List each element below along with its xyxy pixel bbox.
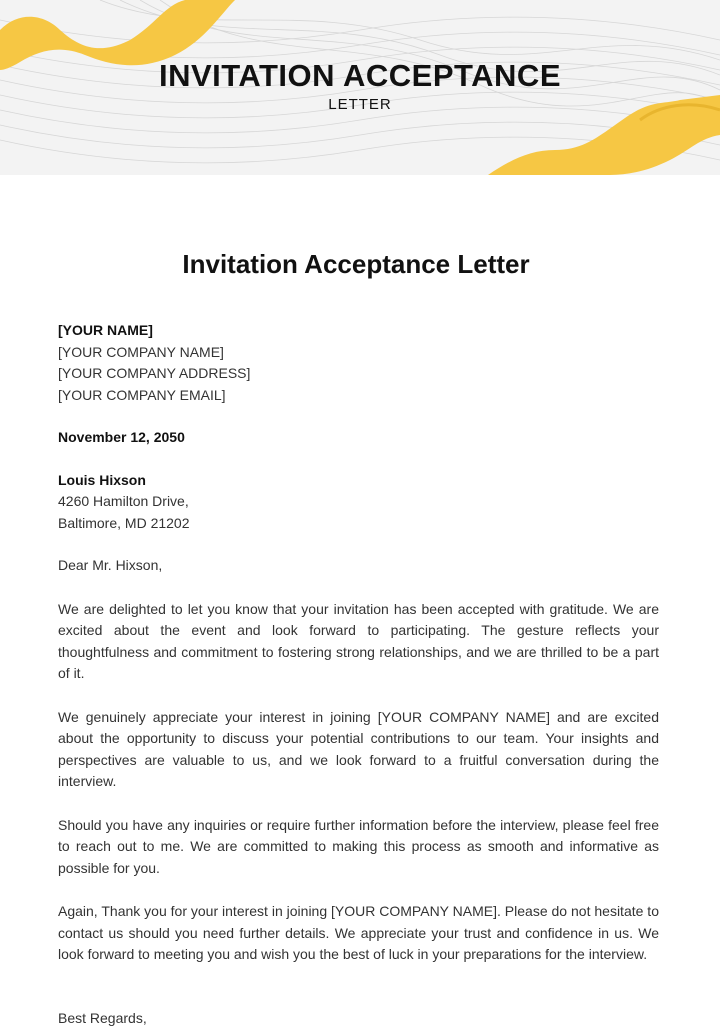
recipient-name: Louis Hixson: [58, 471, 146, 488]
sender-company: [YOUR COMPANY NAME]: [58, 343, 224, 360]
sender-email: [YOUR COMPANY EMAIL]: [58, 386, 226, 403]
recipient-address-line2: Baltimore, MD 21202: [58, 514, 190, 531]
salutation: Dear Mr. Hixson,: [58, 557, 163, 573]
banner-title: INVITATION ACCEPTANCE: [158, 58, 561, 93]
document-title: Invitation Acceptance Letter: [182, 249, 530, 279]
sender-name: [YOUR NAME]: [58, 322, 153, 338]
letter-date: November 12, 2050: [58, 429, 185, 445]
banner-subtitle: LETTER: [328, 96, 392, 113]
letter-body: [58, 320, 659, 966]
recipient-address-line1: 4260 Hamilton Drive,: [58, 493, 189, 509]
closing-line: Best Regards,: [58, 1010, 147, 1026]
body-paragraph-3: Should you have any inquiries or require further information before the interview, please feel free to reach out to me. We are committed to making this process as smooth and informative as possible for you.: [58, 816, 659, 876]
header-banner: [0, 0, 720, 175]
sender-address: [YOUR COMPANY ADDRESS]: [58, 365, 251, 381]
body-paragraph-2: We genuinely appreciate your interest in joining [YOUR COMPANY NAME] and are excited about the opportunity to discuss your potential contributions to our team. Your insights and perspectives are valuable to us, and we look forward to a fruitful conversation during the interview.: [58, 708, 659, 789]
body-paragraph-1: We are delighted to let you know that your invitation has been accepted with gratitude. We are excited about the event and look forward to participating. The gesture reflects your thoughtfulness and commitment to fostering strong relationships, and we are thrilled to be a part of it.: [58, 600, 659, 681]
body-paragraph-4: Again, Thank you for your interest in joining [YOUR COMPANY NAME]. Please do not hesitate to contact us should you need further details. We appreciate your trust and confidence in us. We look forward to meeting you and wish you the best of luck in your preparations for the interview.: [58, 903, 659, 962]
